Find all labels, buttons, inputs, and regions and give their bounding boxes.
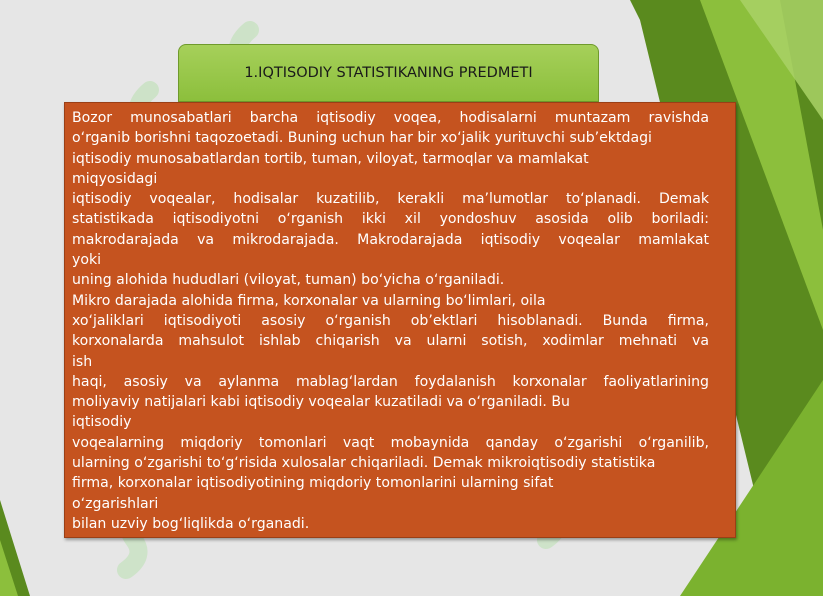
slide-body [64, 102, 736, 538]
body-line: haqi, asosiy va aylanma mablag‘lardan foydalanish korxonalar faoliyatlarining [72, 373, 709, 390]
body-line: ish [72, 353, 93, 370]
slide-title: 1.IQTISODIY STATISTIKANING PREDMETI [244, 65, 533, 81]
slide-title-box [178, 44, 599, 102]
body-line: makrodarajada va mikrodarajada. Makrodarajada iqtisodiy voqealar mamlakat [72, 231, 709, 248]
body-line: moliyaviy natijalari kabi iqtisodiy voqealar kuzatiladi va o‘rganiladi. Bu [72, 394, 570, 411]
body-line: o‘zgarishlari [72, 495, 159, 512]
body-line: voqealarning miqdoriy tomonlari vaqt mobaynida qanday o‘zgarishi o‘rganilib, [72, 434, 709, 451]
body-line: iqtisodiy [72, 414, 132, 431]
body-line: Bozor munosabatlari barcha iqtisodiy voqea, hodisalarni muntazam ravishda [72, 110, 709, 126]
body-line: o‘rganib borishni taqozoetadi. Buning uchun har bir xo‘jalik yurituvchi sub’ektdagi [72, 130, 652, 147]
body-line: iqtisodiy voqealar, hodisalar kuzatilib, kerakli ma’lumotlar to‘planadi. Demak [72, 191, 709, 208]
body-line: miqyosidagi [72, 170, 158, 187]
body-line: iqtisodiy munosabatlardan tortib, tuman, viloyat, tarmoqlar va mamlakat [72, 150, 589, 167]
body-line: uning alohida hududlari (viloyat, tuman) bo‘yicha o‘rganiladi. [72, 272, 505, 289]
body-line: Mikro darajada alohida firma, korxonalar va ularning bo‘limlari, oila [72, 292, 546, 309]
body-line: korxonalarda mahsulot ishlab chiqarish va ularni sotish, xodimlar mehnati va [72, 333, 709, 350]
body-line: bilan uzviy bog‘liqlikda o‘rganadi. [72, 515, 310, 532]
body-line: xo‘jaliklari iqtisodiyoti asosiy o‘rganish ob’ektlari hisoblanadi. Bunda firma, [72, 312, 709, 329]
body-line: statistikada iqtisodiyotni o‘rganish ikki xil yondoshuv asosida olib boriladi: [72, 211, 709, 228]
body-line: ularning o‘zgarishi to‘g‘risida xulosalar chiqariladi. Demak mikroiqtisodiy statistika [72, 455, 656, 472]
body-line: firma, korxonalar iqtisodiyotining miqdoriy tomonlarini ularning sifat [72, 475, 554, 492]
body-line: yoki [72, 252, 102, 269]
